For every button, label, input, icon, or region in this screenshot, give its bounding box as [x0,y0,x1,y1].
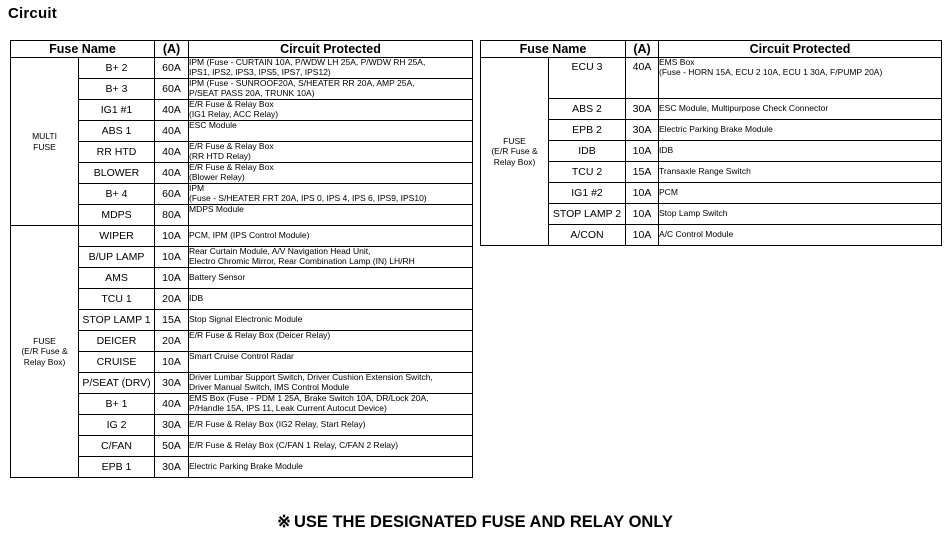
fuse-name: B+ 1 [79,394,155,415]
fuse-name: A/CON [549,225,626,246]
group-label-er-fuse: FUSE (E/R Fuse & Relay Box) [481,58,549,246]
fuse-circuit: E/R Fuse & Relay Box (Blower Relay) [189,163,473,184]
fuse-amp: 40A [155,163,189,184]
table-row [11,310,473,331]
table-row [11,226,473,247]
fuse-circuit: Electric Parking Brake Module [659,120,942,141]
fuse-circuit: PCM [659,183,942,204]
table-row [11,247,473,268]
fuse-amp: 20A [155,289,189,310]
fuse-circuit: Electric Parking Brake Module [189,457,473,478]
fuse-amp: 30A [155,457,189,478]
table-row [11,163,473,184]
table-row [11,184,473,205]
table-row [481,120,942,141]
fuse-circuit: Transaxle Range Switch [659,162,942,183]
fuse-amp: 10A [155,268,189,289]
fuse-name: AMS [79,268,155,289]
fuse-amp: 30A [155,373,189,394]
amp-header: (A) [626,41,659,58]
table-row [481,99,942,120]
fuse-circuit: E/R Fuse & Relay Box (C/FAN 1 Relay, C/FAN 2 Relay) [189,436,473,457]
fuse-name: STOP LAMP 1 [79,310,155,331]
fuse-amp: 80A [155,205,189,226]
fuse-amp: 10A [626,204,659,225]
designated-fuse-note [0,512,950,532]
fuse-circuit: IPM (Fuse - CURTAIN 10A, P/WDW LH 25A, P/WDW RH 25A, IPS1, IPS2, IPS3, IPS5, IPS7, IPS12) [189,58,473,79]
fuse-circuit: E/R Fuse & Relay Box (Deicer Relay) [189,331,473,352]
table-row [11,268,473,289]
fuse-amp: 30A [626,99,659,120]
fuse-name: MDPS [79,205,155,226]
fuse-name: IDB [549,141,626,162]
table-row [11,394,473,415]
fuse-amp: 20A [155,331,189,352]
right-header-row [481,41,942,58]
fuse-amp: 40A [155,100,189,121]
fuse-name: EPB 1 [79,457,155,478]
table-row [481,58,942,99]
fuse-name-header: Fuse Name [11,41,155,58]
table-row [481,141,942,162]
group-label-er-fuse: FUSE (E/R Fuse & Relay Box) [11,226,79,478]
fuse-amp: 10A [626,141,659,162]
fuse-name: B/UP LAMP [79,247,155,268]
fuse-circuit: EMS Box (Fuse - PDM 1 25A, Brake Switch 10A, DR/Lock 20A, P/Handle 15A, IPS 11, Leak Current Autocut Device) [189,394,473,415]
fuse-circuit: IDB [189,289,473,310]
fuse-amp: 40A [155,142,189,163]
fuse-name: IG 2 [79,415,155,436]
fuse-circuit: IPM (Fuse - SUNROOF20A, S/HEATER RR 20A, AMP 25A, P/SEAT PASS 20A, TRUNK 10A) [189,79,473,100]
fuse-amp: 60A [155,184,189,205]
fuse-name: DEICER [79,331,155,352]
fuse-circuit: Smart Cruise Control Radar [189,352,473,373]
fuse-name: ABS 2 [549,99,626,120]
fuse-amp: 15A [626,162,659,183]
fuse-circuit: E/R Fuse & Relay Box (IG1 Relay, ACC Relay) [189,100,473,121]
table-row [11,352,473,373]
fuse-name: BLOWER [79,163,155,184]
fuse-name: IG1 #1 [79,100,155,121]
circuit-header: Circuit Protected [659,41,942,58]
fuse-circuit: MDPS Module [189,205,473,226]
fuse-amp: 40A [626,58,659,99]
fuse-circuit: Stop Lamp Switch [659,204,942,225]
fuse-name: WIPER [79,226,155,247]
table-row [11,100,473,121]
fuse-circuit: PCM, IPM (IPS Control Module) [189,226,473,247]
table-row [481,183,942,204]
fuse-circuit: IPM (Fuse - S/HEATER FRT 20A, IPS 0, IPS 4, IPS 6, IPS9, IPS10) [189,184,473,205]
fuse-amp: 40A [155,394,189,415]
table-row [481,162,942,183]
note-text: USE THE DESIGNATED FUSE AND RELAY ONLY [293,513,673,531]
fuse-name: RR HTD [79,142,155,163]
left-fuse-table [10,40,473,478]
fuse-name: B+ 4 [79,184,155,205]
fuse-name: TCU 2 [549,162,626,183]
fuse-circuit: A/C Control Module [659,225,942,246]
fuse-amp: 30A [155,415,189,436]
fuse-amp: 40A [155,121,189,142]
fuse-name-header: Fuse Name [481,41,626,58]
table-row [11,205,473,226]
left-header-row [11,41,473,58]
page-title: Circuit [8,5,57,22]
fuse-circuit: Driver Lumbar Support Switch, Driver Cushion Extension Switch, Driver Manual Switch, IMS Control Module [189,373,473,394]
right-fuse-table [480,40,942,246]
table-row [11,58,473,79]
fuse-amp: 30A [626,120,659,141]
fuse-amp: 10A [155,226,189,247]
fuse-name: STOP LAMP 2 [549,204,626,225]
fuse-amp: 10A [626,183,659,204]
fuse-circuit: Battery Sensor [189,268,473,289]
table-row [11,415,473,436]
fuse-circuit: EMS Box (Fuse - HORN 15A, ECU 2 10A, ECU 1 30A, F/PUMP 20A) [659,58,942,99]
fuse-name: TCU 1 [79,289,155,310]
table-row [11,142,473,163]
fuse-name: C/FAN [79,436,155,457]
fuse-name: ABS 1 [79,121,155,142]
fuse-name: P/SEAT (DRV) [79,373,155,394]
fuse-circuit: Rear Curtain Module, A/V Navigation Head Unit, Electro Chromic Mirror, Rear Combination Lamp (IN) LH/RH [189,247,473,268]
fuse-name: IG1 #2 [549,183,626,204]
reference-mark-icon: ※ [277,513,291,531]
fuse-amp: 15A [155,310,189,331]
fuse-amp: 10A [155,352,189,373]
table-row [11,457,473,478]
table-row [11,331,473,352]
fuse-amp: 60A [155,58,189,79]
fuse-name: B+ 3 [79,79,155,100]
fuse-name: ECU 3 [549,58,626,99]
fuse-name: CRUISE [79,352,155,373]
fuse-amp: 10A [626,225,659,246]
fuse-name: B+ 2 [79,58,155,79]
table-row [11,79,473,100]
fuse-circuit: ESC Module [189,121,473,142]
table-row [481,225,942,246]
group-label-multi-fuse: MULTI FUSE [11,58,79,226]
fuse-circuit: E/R Fuse & Relay Box (RR HTD Relay) [189,142,473,163]
fuse-circuit: ESC Module, Multipurpose Check Connector [659,99,942,120]
fuse-amp: 50A [155,436,189,457]
fuse-name: EPB 2 [549,120,626,141]
circuit-header: Circuit Protected [189,41,473,58]
table-row [11,436,473,457]
table-row [481,204,942,225]
table-row [11,121,473,142]
table-row [11,289,473,310]
fuse-circuit: E/R Fuse & Relay Box (IG2 Relay, Start Relay) [189,415,473,436]
fuse-circuit: Stop Signal Electronic Module [189,310,473,331]
fuse-circuit: IDB [659,141,942,162]
fuse-amp: 10A [155,247,189,268]
table-row [11,373,473,394]
amp-header: (A) [155,41,189,58]
fuse-amp: 60A [155,79,189,100]
